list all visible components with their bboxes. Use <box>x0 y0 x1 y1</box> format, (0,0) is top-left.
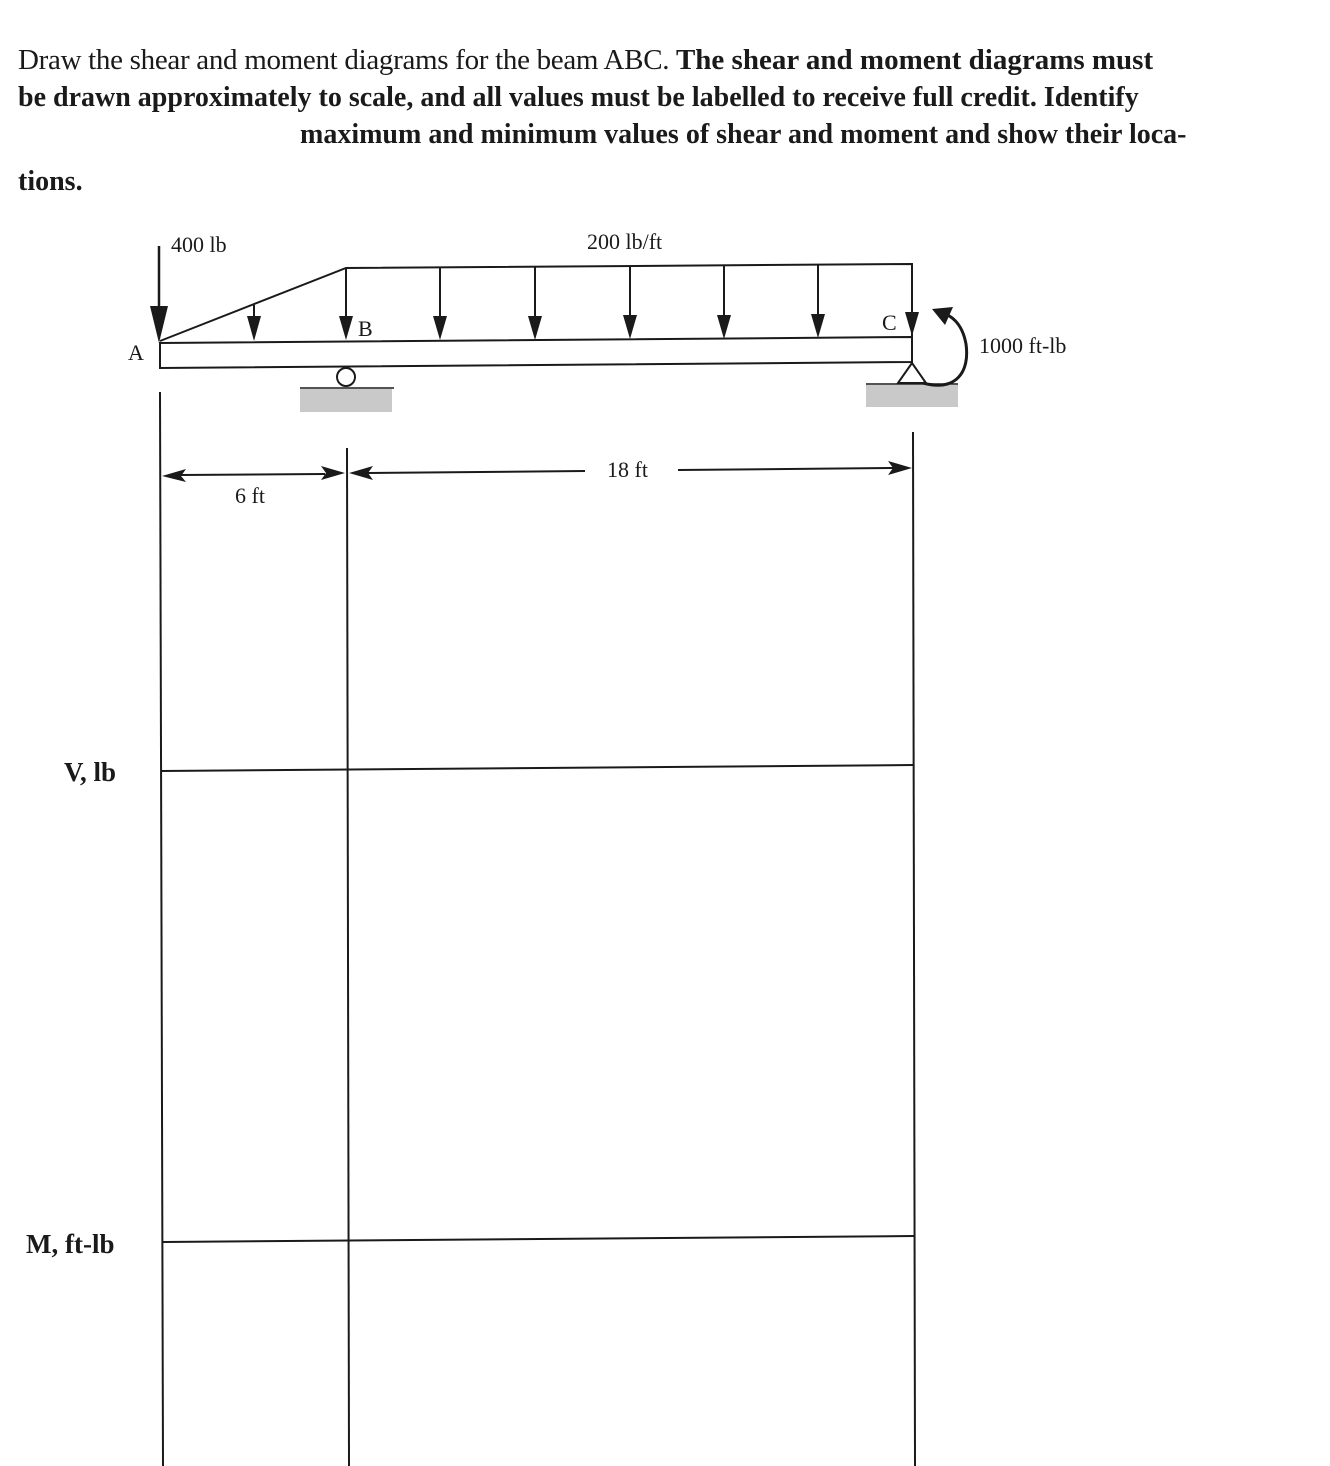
roller-support-b <box>300 368 394 412</box>
problem-line-1-plain: Draw the shear and moment diagrams for the beam ABC. <box>18 44 670 76</box>
dimension-ab-label: 6 ft <box>235 483 265 508</box>
point-c-label: C <box>882 310 897 335</box>
distributed-load-label: 200 lb/ft <box>587 229 663 254</box>
moment-label: 1000 ft-lb <box>979 333 1067 358</box>
moment-axis <box>163 1236 915 1242</box>
load-arrow-7 <box>811 265 825 338</box>
load-arrow-8 <box>905 265 919 336</box>
moment-arrow <box>923 307 967 385</box>
problem-line-1-bold: The shear and moment diagrams must <box>669 44 1154 76</box>
problem-line-4: tions. <box>18 166 83 197</box>
load-arrow-2 <box>339 268 353 340</box>
point-load-label: 400 lb <box>171 232 227 257</box>
dimension-ab <box>162 466 345 482</box>
load-arrow-4 <box>528 267 542 340</box>
load-arrow-5 <box>623 267 637 339</box>
point-load-arrow <box>150 246 168 343</box>
dimension-bc-label: 18 ft <box>607 457 648 482</box>
beam <box>160 337 912 368</box>
load-arrow-6 <box>717 266 731 339</box>
load-arrow-3 <box>433 268 447 340</box>
point-a-label: A <box>128 340 144 365</box>
load-arrow-1 <box>247 305 261 341</box>
vertical-line-c <box>913 432 915 1466</box>
moment-axis-label: M, ft-lb <box>26 1229 115 1259</box>
shear-axis <box>161 765 914 771</box>
vertical-line-b <box>347 448 349 1466</box>
distributed-load <box>160 264 919 341</box>
problem-line-2: be drawn approximately to scale, and all values must be labelled to receive full credit. Identify <box>18 82 1139 113</box>
shear-axis-label: V, lb <box>64 757 117 787</box>
point-b-label: B <box>358 316 373 341</box>
vertical-line-a <box>160 392 163 1466</box>
problem-line-3: maximum and minimum values of shear and moment and show their loca- <box>300 119 1187 150</box>
